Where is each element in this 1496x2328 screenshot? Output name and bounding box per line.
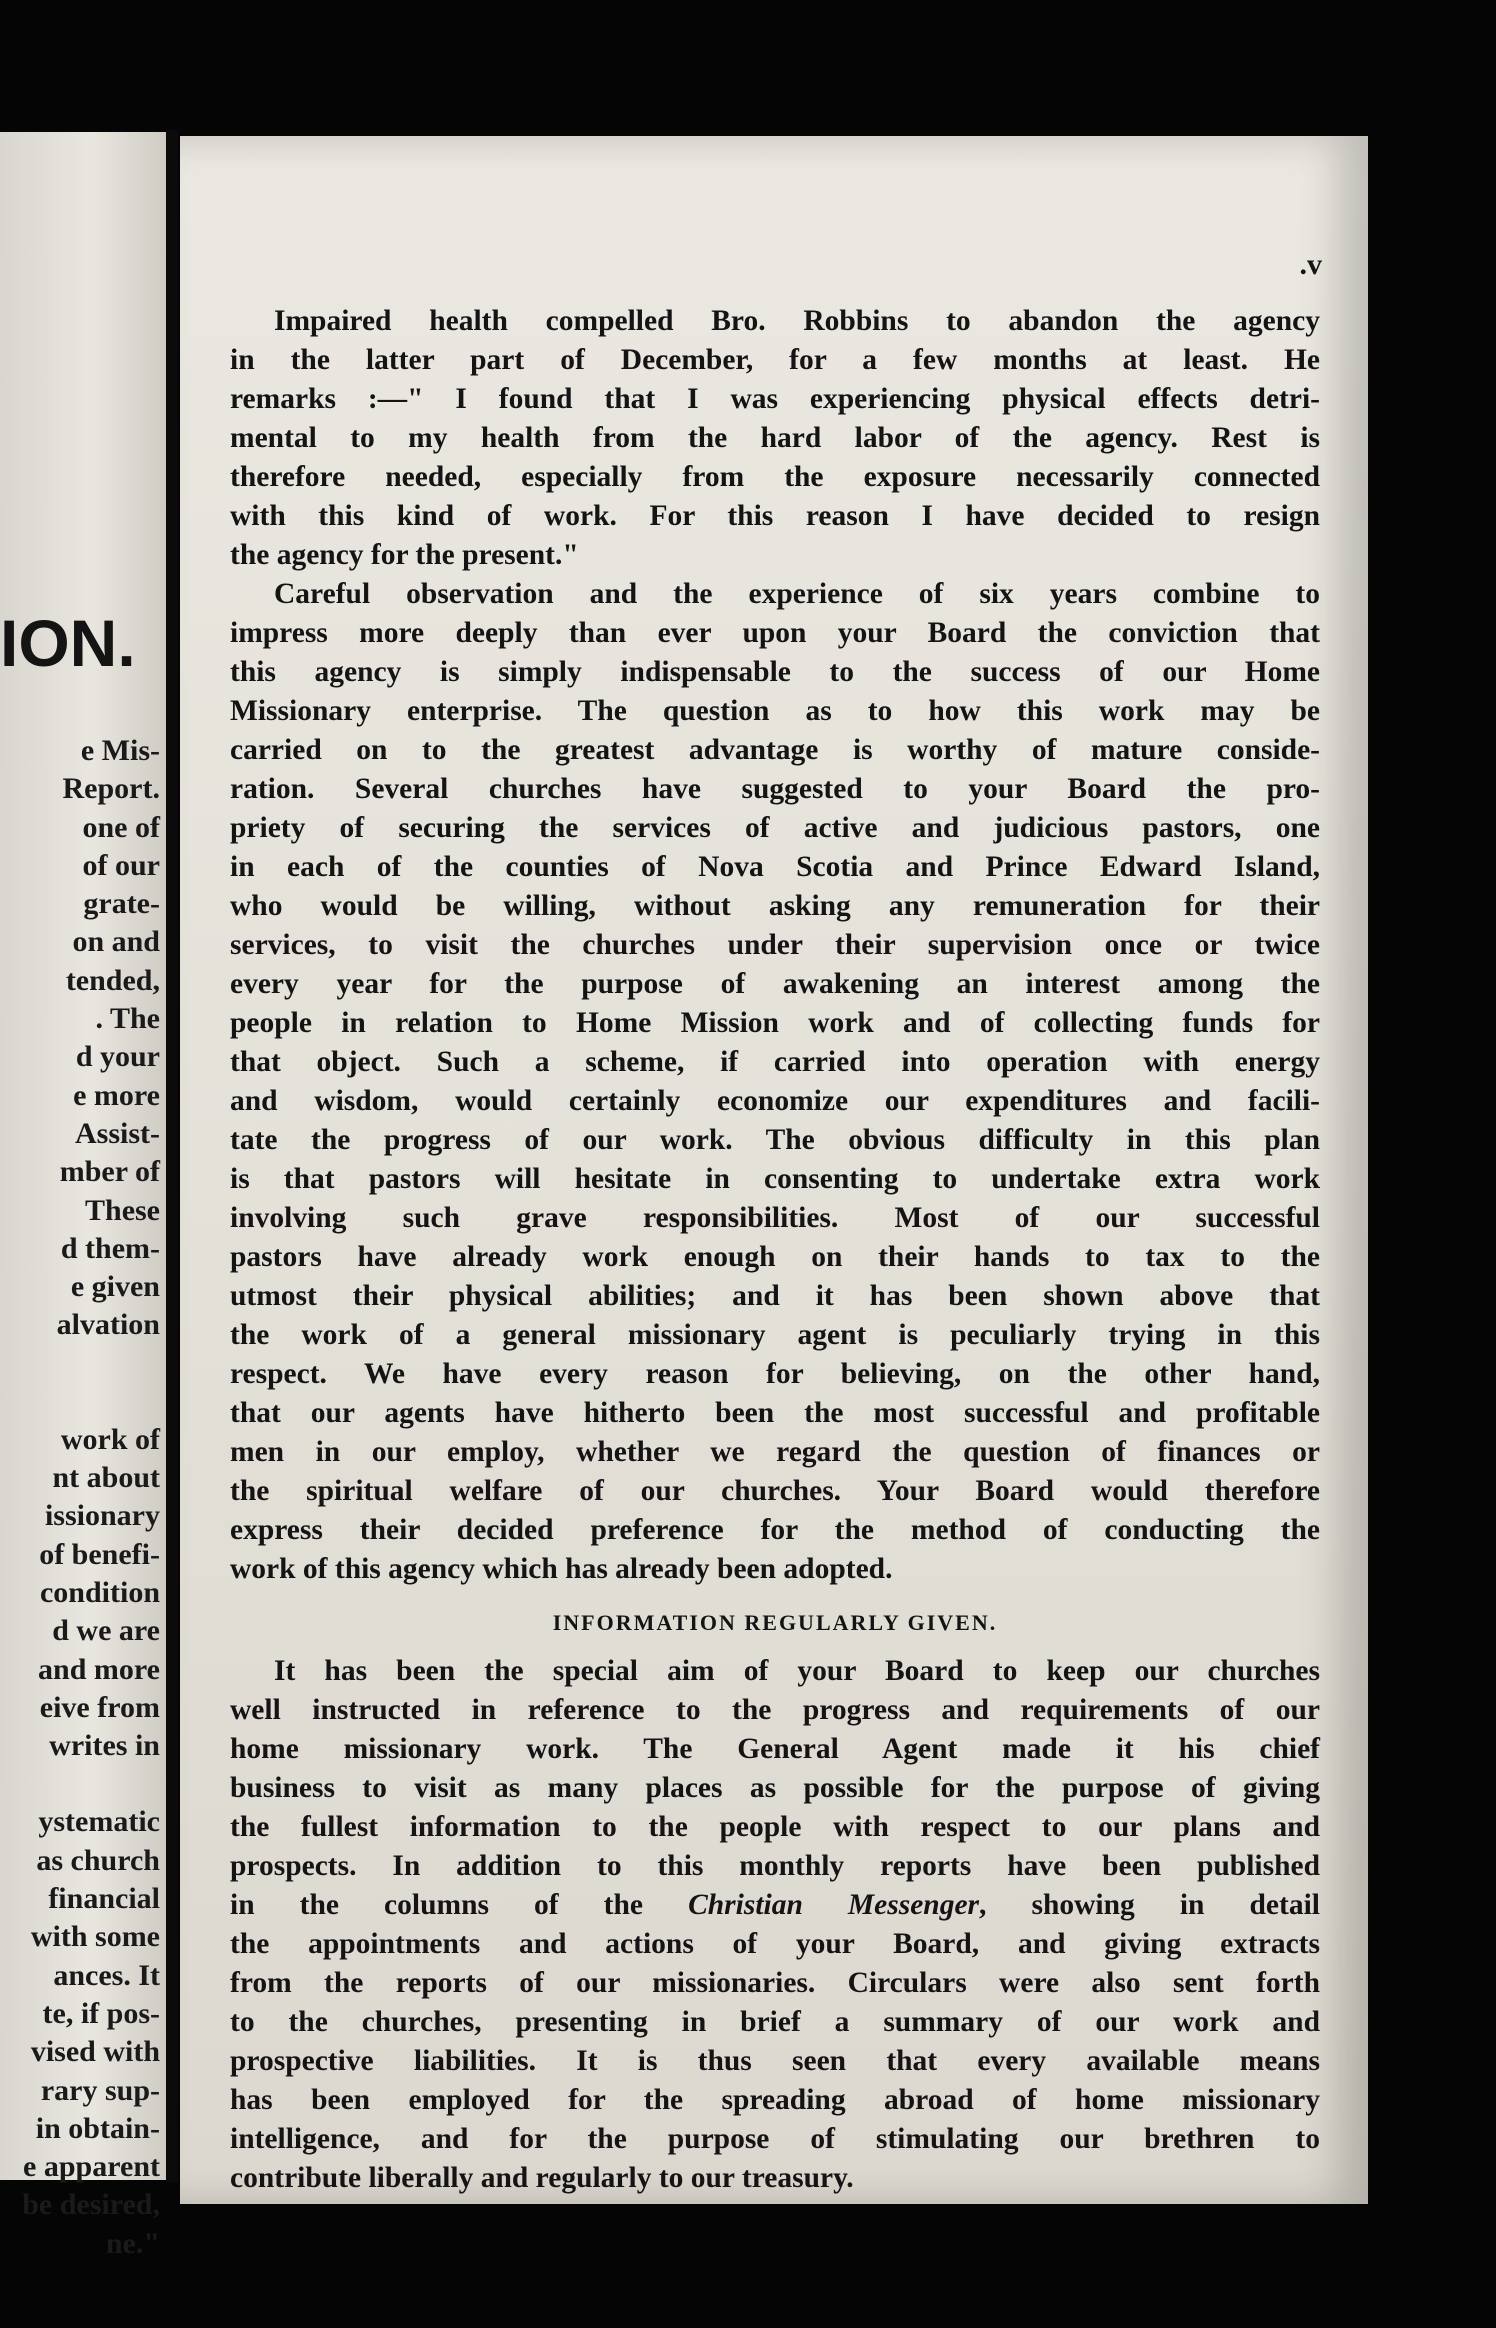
text-line: mental to my health from the hard labor of the agency. Rest is (230, 422, 1320, 454)
previous-page-line: be desired, (22, 2188, 160, 2222)
text-line: and wisdom, would certainly economize our expenditures and facili- (230, 1085, 1320, 1117)
previous-page-line: ne." (105, 2226, 160, 2260)
line-gap (0, 1345, 166, 1383)
previous-page-line: e more (73, 1078, 160, 1112)
text-line: utmost their physical abilities; and it has been shown above that (230, 1280, 1320, 1312)
previous-page-line: e apparent (23, 2150, 160, 2184)
text-line: men in our employ, whether we regard the question of finances or (230, 1436, 1320, 1468)
previous-page-line: Report. (62, 772, 160, 806)
previous-page-line: vised with (30, 2035, 160, 2069)
text-line: from the reports of our missionaries. Circulars were also sent forth (230, 1967, 1320, 1999)
text-line: every year for the purpose of awakening an interest among the (230, 968, 1320, 1000)
text-line: in each of the counties of Nova Scotia and Prince Edward Island, (230, 851, 1320, 883)
text-line: to the churches, presenting in brief a summary of our work and (230, 2006, 1320, 2038)
previous-page-line: grate- (83, 887, 160, 921)
text-line: is that pastors will hesitate in consenting to undertake extra work (230, 1163, 1320, 1195)
text-line: in the latter part of December, for a few months at least. He (230, 344, 1320, 376)
text-line: remarks :—" I found that I was experiencing physical effects detri- (230, 383, 1320, 415)
previous-page-line: e Mis- (80, 734, 160, 767)
text-line: involving such grave responsibilities. Most of our successful (230, 1202, 1320, 1234)
page-gutter (166, 130, 178, 2182)
previous-page-line: te, if pos- (42, 1996, 160, 2030)
text-line: the work of a general missionary agent is peculiarly trying in this (230, 1319, 1320, 1351)
text-line: impress more deeply than ever upon your Board the conviction that (230, 617, 1320, 649)
text-line: in the columns of the Christian Messenger, showing in detail (230, 1889, 1320, 1921)
paragraph-2 (230, 575, 1320, 1589)
text-line: therefore needed, especially from the exposure necessarily connected (230, 461, 1320, 493)
text-line: work of this agency which has already been adopted. (230, 1553, 893, 1585)
text-line: has been employed for the spreading abroad of home missionary (230, 2084, 1320, 2116)
text-line: Careful observation and the experience of six years combine to (274, 578, 1320, 610)
text-line: priety of securing the services of active and judicious pastors, one (230, 812, 1320, 844)
previous-page-line: as church (36, 1843, 160, 1877)
previous-page-line: nt about (52, 1461, 160, 1495)
previous-page-line: e given (70, 1270, 160, 1304)
text-line: with this kind of work. For this reason I have decided to resign (230, 500, 1320, 532)
text-line: people in relation to Home Mission work and of collecting funds for (230, 1007, 1320, 1039)
line-gap (0, 1765, 166, 1803)
previous-page-line: with some (30, 1920, 160, 1954)
text-line: that our agents have hitherto been the most successful and profitable (230, 1397, 1320, 1429)
page-number: .v (1299, 248, 1322, 281)
text-line: contribute liberally and regularly to our treasury. (230, 2162, 854, 2194)
previous-page-line: These (85, 1193, 160, 1227)
previous-page-strip (0, 132, 166, 2260)
text-line: ration. Several churches have suggested to your Board the pro- (230, 773, 1320, 805)
previous-page-line: rary sup- (40, 2073, 160, 2107)
paragraph-3 (230, 1652, 1320, 2198)
paragraph-1 (230, 302, 1320, 575)
previous-page-line: ances. It (53, 1958, 160, 1992)
previous-page-line: condition (39, 1575, 160, 1609)
previous-page-line: work of (60, 1422, 160, 1456)
text-line: the agency for the present." (230, 539, 579, 571)
previous-page-line: financial (48, 1882, 160, 1916)
previous-page-line: d we are (52, 1614, 160, 1648)
text-line: pastors have already work enough on their hands to tax to the (230, 1241, 1320, 1273)
previous-page-line: Assist- (74, 1116, 160, 1150)
text-line: well instructed in reference to the progress and requirements of our (230, 1694, 1320, 1726)
text-line: carried on to the greatest advantage is worthy of mature conside- (230, 734, 1320, 766)
previous-page-line: . The (95, 1002, 160, 1036)
text-line: this agency is simply indispensable to the success of our Home (230, 656, 1320, 688)
text-line: respect. We have every reason for believing, on the other hand, (230, 1358, 1320, 1390)
previous-page-line: in obtain- (35, 2111, 160, 2145)
previous-page-line: mber of (59, 1155, 160, 1189)
text-line: express their decided preference for the method of conducting the (230, 1514, 1320, 1546)
previous-page-line: issionary (44, 1499, 160, 1533)
text-line: the spiritual welfare of our churches. Your Board would therefore (230, 1475, 1320, 1507)
text-line: Missionary enterprise. The question as to how this work may be (230, 695, 1320, 727)
text-line: home missionary work. The General Agent made it his chief (230, 1733, 1320, 1765)
text-line: who would be willing, without asking any remuneration for their (230, 890, 1320, 922)
body-text (230, 302, 1320, 2198)
text-line: business to visit as many places as possible for the purpose of giving (230, 1772, 1320, 1804)
previous-page-line: d your (75, 1040, 160, 1074)
previous-page-heading-fragment: ION. (0, 606, 136, 680)
previous-page-line: tended, (65, 963, 160, 997)
text-line: Impaired health compelled Bro. Robbins to abandon the agency (274, 305, 1320, 337)
text-line: that object. Such a scheme, if carried into operation with energy (230, 1046, 1320, 1078)
text-line: prospective liabilities. It is thus seen that every available means (230, 2045, 1320, 2077)
text-line: tate the progress of our work. The obvious difficulty in this plan (230, 1124, 1320, 1156)
text-line: prospects. In addition to this monthly reports have been published (230, 1850, 1320, 1882)
text-line: It has been the special aim of your Board to keep our churches (274, 1655, 1320, 1687)
previous-page-line: of our (82, 848, 160, 882)
previous-page-line: of benefi- (39, 1537, 160, 1571)
text-line: intelligence, and for the purpose of stimulating our brethren to (230, 2123, 1320, 2155)
previous-page-text (0, 732, 166, 2263)
previous-page-line: on and (72, 925, 160, 959)
main-page (180, 136, 1368, 2204)
previous-page-line: ystematic (38, 1805, 160, 1839)
previous-page-line: one of (82, 810, 160, 844)
previous-page-line: alvation (56, 1308, 160, 1342)
previous-page-line: d them- (60, 1231, 160, 1265)
text-line: the fullest information to the people with respect to our plans and (230, 1811, 1320, 1843)
section-subheading: INFORMATION REGULARLY GIVEN. (552, 1610, 998, 1635)
text-line: services, to visit the churches under their supervision once or twice (230, 929, 1320, 961)
previous-page-line: and more (38, 1652, 160, 1686)
text-line: the appointments and actions of your Board, and giving extracts (230, 1928, 1320, 1960)
previous-page-line: writes in (49, 1729, 160, 1763)
previous-page-line: eive from (39, 1690, 160, 1724)
line-gap (0, 1383, 166, 1421)
